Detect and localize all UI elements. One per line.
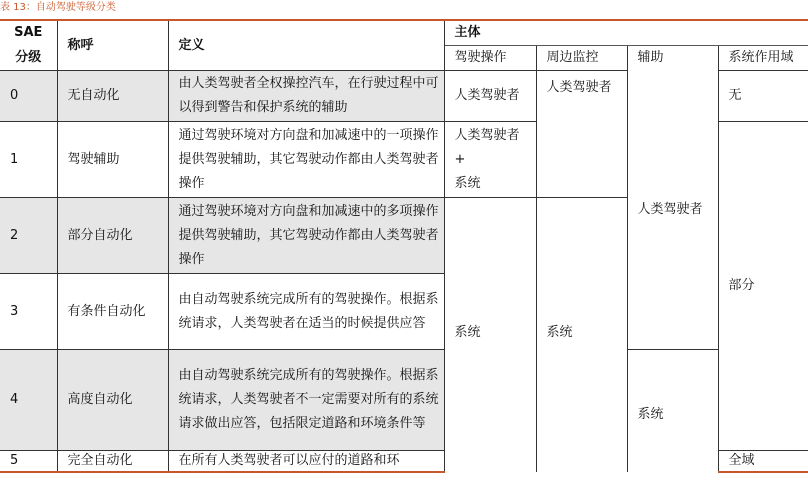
definition-cell: 由自动驾驶系统完成所有的驾驶操作。根据系统请求，人类驾驶者在适当的时候提供应答 [168, 274, 444, 350]
level-cell: 1 [0, 122, 57, 198]
sae-levels-table [0, 19, 808, 473]
monitoring-cell-level-2-5: 系统 [536, 198, 627, 472]
driving-cell-level-1 [444, 122, 536, 198]
name-cell: 完全自动化 [57, 451, 168, 472]
definition-cell: 通过驾驶环境对方向盘和加减速中的一项操作提供驾驶辅助，其它驾驶动作都由人类驾驶者操作 [168, 122, 444, 198]
support-header: 辅助 [627, 46, 718, 71]
level-cell: 3 [0, 274, 57, 350]
support-cell-level-4-5: 系统 [627, 350, 718, 472]
driving-human-label: 人类驾驶者 [454, 127, 520, 143]
domain-cell-level-0: 无 [718, 71, 808, 122]
level-cell: 0 [0, 71, 57, 122]
driving-header: 驾驶操作 [444, 46, 536, 71]
sae-header-top: SAE [14, 25, 43, 41]
table-row-level-0 [0, 71, 808, 122]
level-cell: 4 [0, 350, 57, 451]
definition-cell: 由自动驾驶系统完成所有的驾驶操作。根据系统请求，人类驾驶者不一定需要对所有的系统请求做出应答，包括限定道路和环境条件等 [168, 350, 444, 451]
monitoring-header: 周边监控 [536, 46, 627, 71]
name-cell: 部分自动化 [57, 198, 168, 274]
driving-plus-label: + [454, 151, 466, 167]
driving-cell-level-2-5: 系统 [444, 198, 536, 472]
name-cell: 驾驶辅助 [57, 122, 168, 198]
name-header: 称呼 [57, 20, 168, 71]
support-cell-level-0-3: 人类驾驶者 [627, 71, 718, 350]
domain-cell-level-5: 全域 [718, 451, 808, 472]
name-cell: 无自动化 [57, 71, 168, 122]
domain-cell-level-1-4: 部分 [718, 122, 808, 451]
domain-header: 系统作用域 [718, 46, 808, 71]
definition-cell: 在所有人类驾驶者可以应付的道路和环 [168, 451, 444, 472]
driving-system-label: 系统 [454, 175, 481, 191]
level-cell: 2 [0, 198, 57, 274]
level-cell: 5 [0, 451, 57, 472]
driving-cell-level-0: 人类驾驶者 [444, 71, 536, 122]
header-row-1 [0, 20, 808, 46]
definition-cell: 由人类驾驶者全权操控汽车，在行驶过程中可以得到警告和保护系统的辅助 [168, 71, 444, 122]
name-cell: 有条件自动化 [57, 274, 168, 350]
table-caption: 表 13：自动驾驶等级分类 [0, 2, 116, 13]
table-row-level-4 [0, 350, 808, 451]
name-cell: 高度自动化 [57, 350, 168, 451]
definition-cell: 通过驾驶环境对方向盘和加减速中的多项操作提供驾驶辅助，其它驾驶动作都由人类驾驶者操作 [168, 198, 444, 274]
monitoring-cell-level-0-1: 人类驾驶者 [536, 71, 627, 198]
sae-header-bottom: 分级 [15, 49, 42, 65]
definition-header: 定义 [168, 20, 444, 71]
subject-header: 主体 [444, 20, 808, 46]
